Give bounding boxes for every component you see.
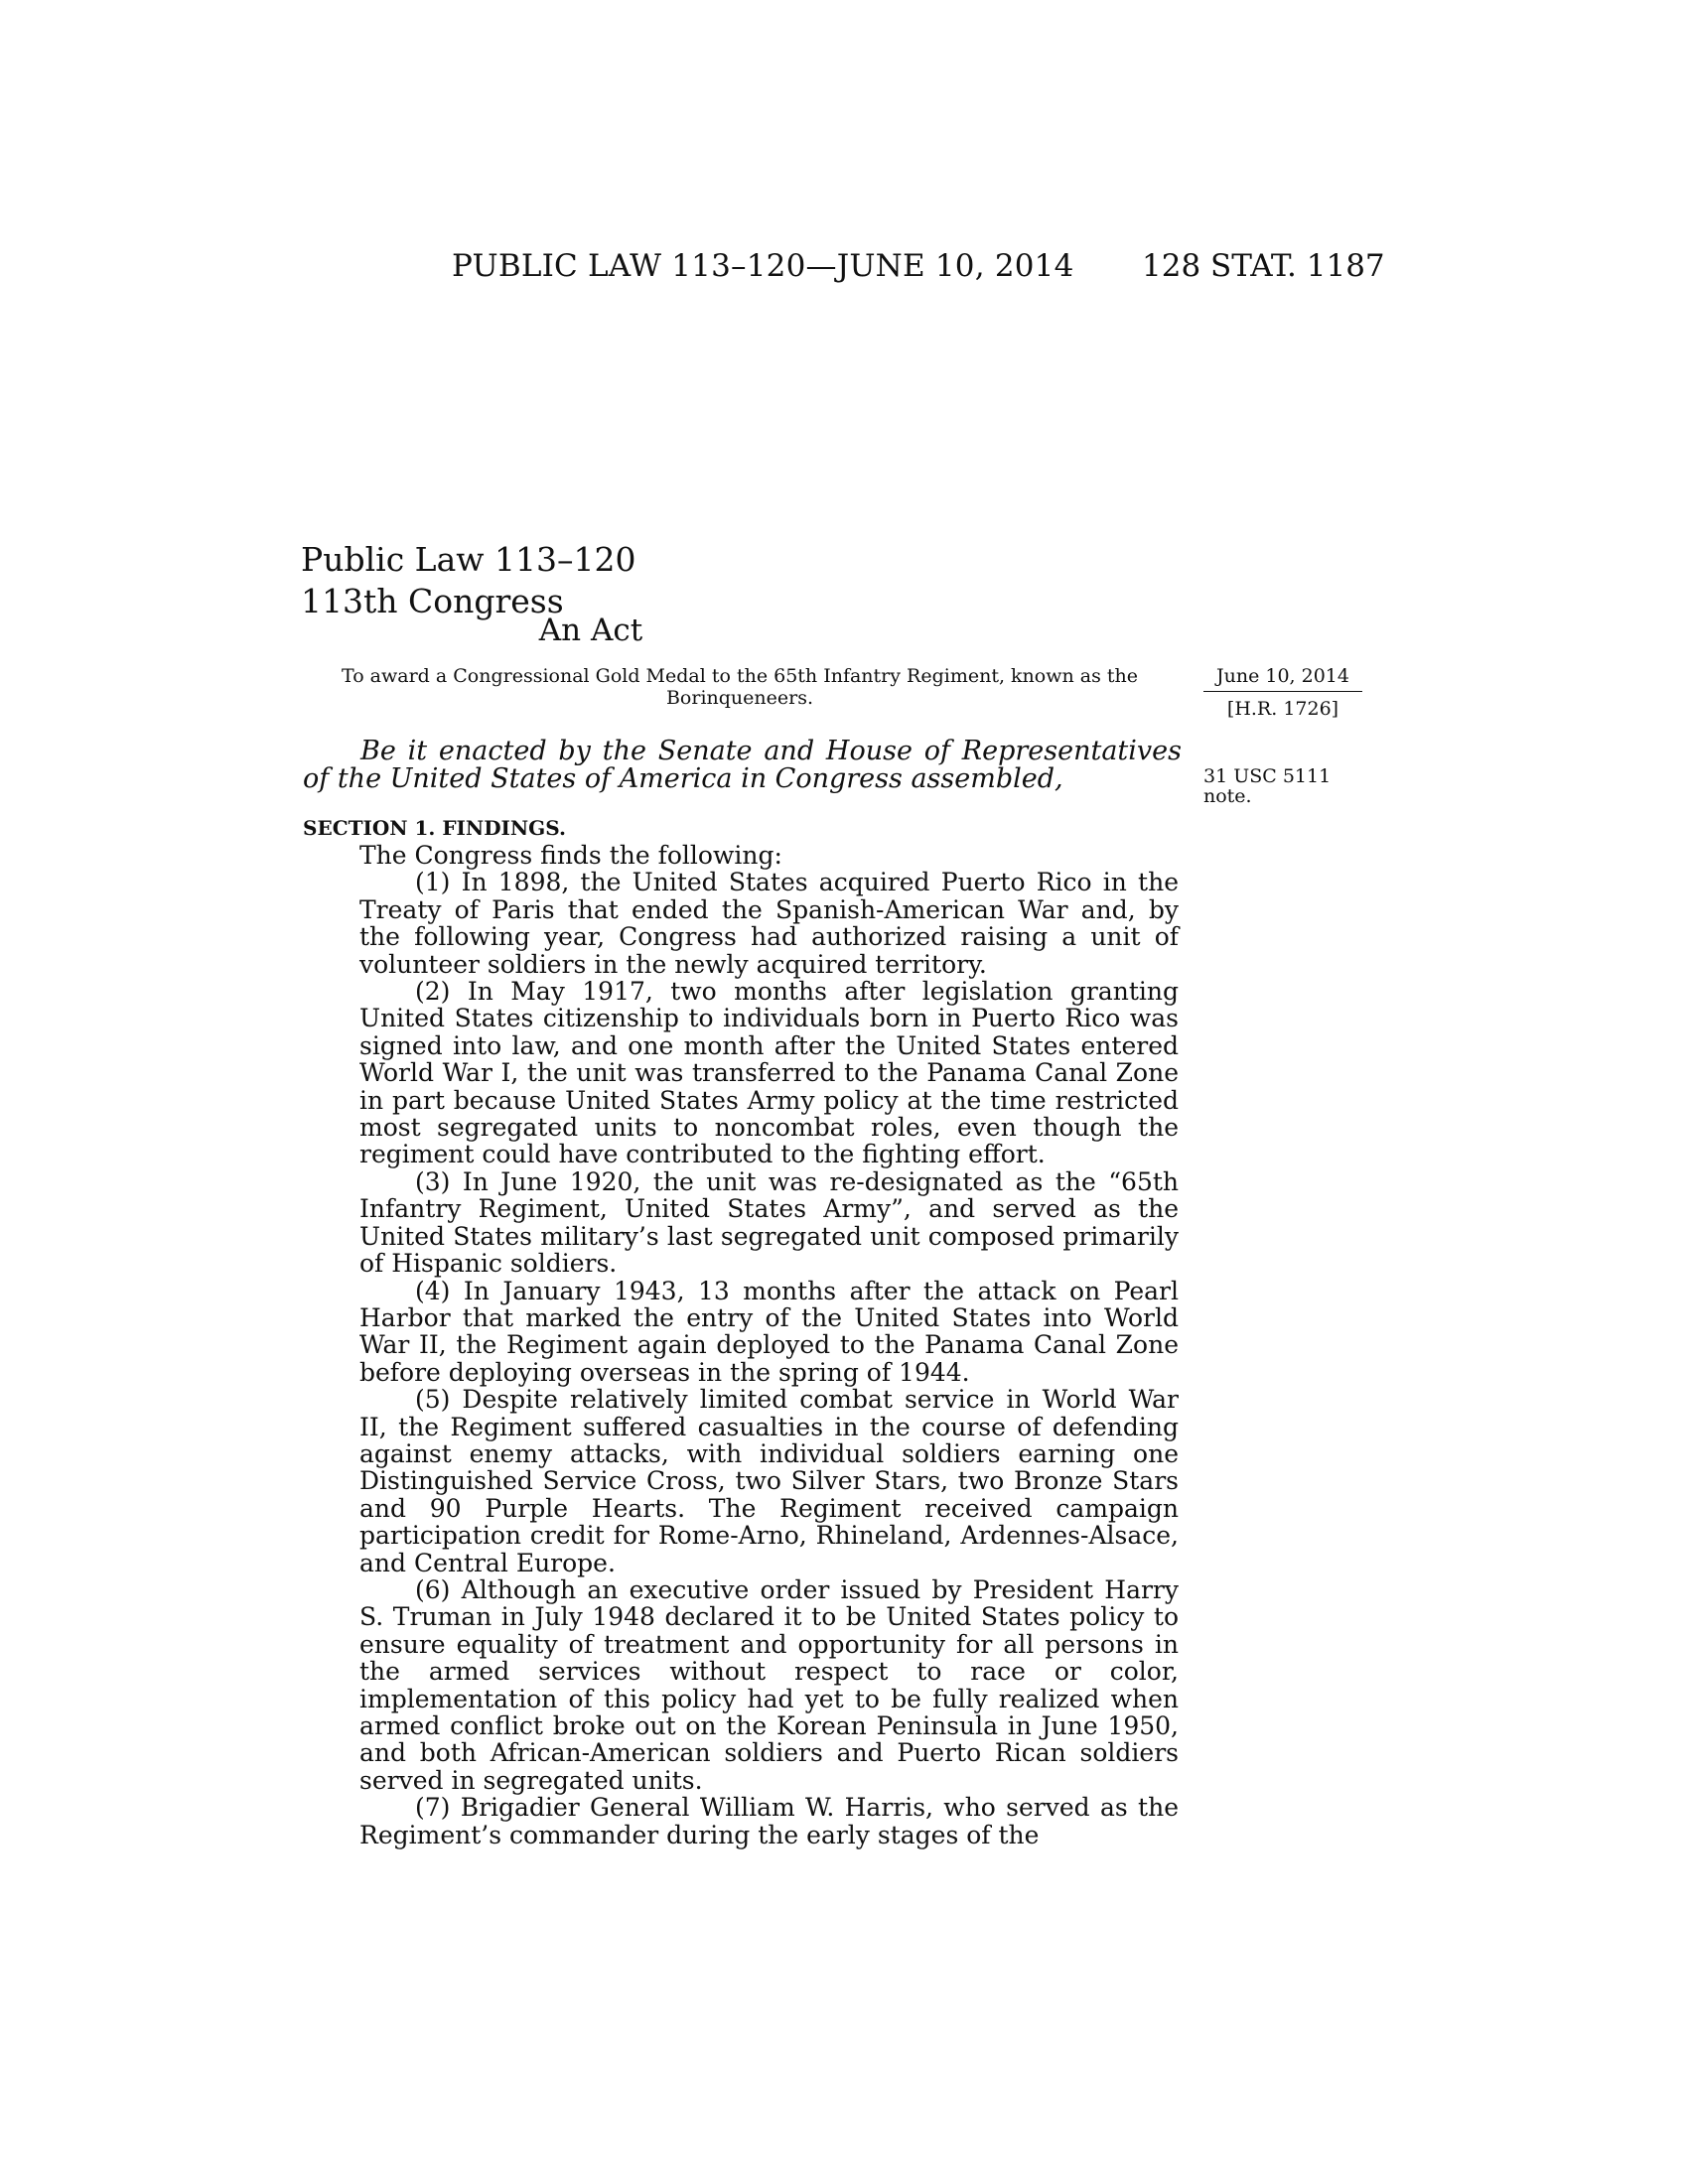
act-label: An Act <box>538 613 643 648</box>
finding-paragraph: (7) Brigadier General William W. Harris, who served as the Regiment’s commander during the early stages of the <box>359 1793 1179 1849</box>
finding-paragraph: (4) In January 1943, 13 months after the attack on Pearl Harbor that marked the entry of the United States into World War II, the Regiment again deployed to the Panama Canal Zone before deploying overseas in the spring of 1944. <box>359 1276 1179 1387</box>
finding-paragraph: (2) In May 1917, two months after legislation granting United States citizenship to individuals born in Puerto Rico was signed into law, and one month after the United States entered World War I, the unit was transferred to the Panama Canal Zone in part because United States Army policy at the time restricted most segregated units to noncombat roles, even though the regiment could have contributed to the fighting effort. <box>359 977 1179 1169</box>
usc-note: note. <box>1203 785 1252 807</box>
law-title-block <box>301 539 635 622</box>
section-heading: SECTION 1. FINDINGS. <box>303 816 566 840</box>
findings-body <box>359 842 1179 1848</box>
purpose-statement: To award a Congressional Gold Medal to the 65th Infantry Regiment, known as the Borinqueneers. <box>342 665 1138 709</box>
bill-number: [H.R. 1726] <box>1226 698 1339 720</box>
finding-paragraph: (6) Although an executive order issued by President Harry S. Truman in July 1948 declared it to be United States policy to ensure equality of treatment and opportunity for all persons in the armed services without respect to race or color, implementation of this policy had yet to be fully realized when armed conflict broke out on the Korean Peninsula in June 1950, and both African-American soldiers and Puerto Rican soldiers served in segregated units. <box>359 1574 1179 1795</box>
usc-citation: 31 USC 5111 <box>1203 765 1332 787</box>
enactment-date: June 10, 2014 <box>1203 665 1362 692</box>
running-head: PUBLIC LAW 113–120—JUNE 10, 2014 <box>452 248 1074 284</box>
finding-paragraph: (3) In June 1920, the unit was re-designated as the “65th Infantry Regiment, United States Army”, and served as the United States military’s last segregated unit composed primarily of Hispanic soldiers. <box>359 1166 1179 1279</box>
finding-paragraph: (1) In 1898, the United States acquired Puerto Rico in the Treaty of Paris that ended the Spanish-American War and, by the following year, Congress had authorized raising a unit of volunteer soldiers in the newly acquired territory. <box>359 868 1179 979</box>
finding-paragraph: (5) Despite relatively limited combat service in World War II, the Regiment suffered casualties in the course of defending against enemy attacks, with individual soldiers earning one Distinguished Service Cross, two Silver Stars, two Bronze Stars and 90 Purple Hearts. The Regiment received campaign participation credit for Rome-Arno, Rhineland, Ardennes-Alsace, and Central Europe. <box>359 1385 1179 1577</box>
congress-number: 113th Congress <box>301 582 564 620</box>
stat-citation: 128 STAT. 1187 <box>1142 248 1385 284</box>
margin-note-date <box>1203 665 1362 720</box>
margin-note-usc <box>1203 766 1331 806</box>
findings-intro: The Congress finds the following: <box>359 841 782 870</box>
law-number: Public Law 113–120 <box>301 540 636 579</box>
enacting-clause: Be it enacted by the Senate and House of Representatives of the United States of America in Congress assembled, <box>303 736 1182 794</box>
